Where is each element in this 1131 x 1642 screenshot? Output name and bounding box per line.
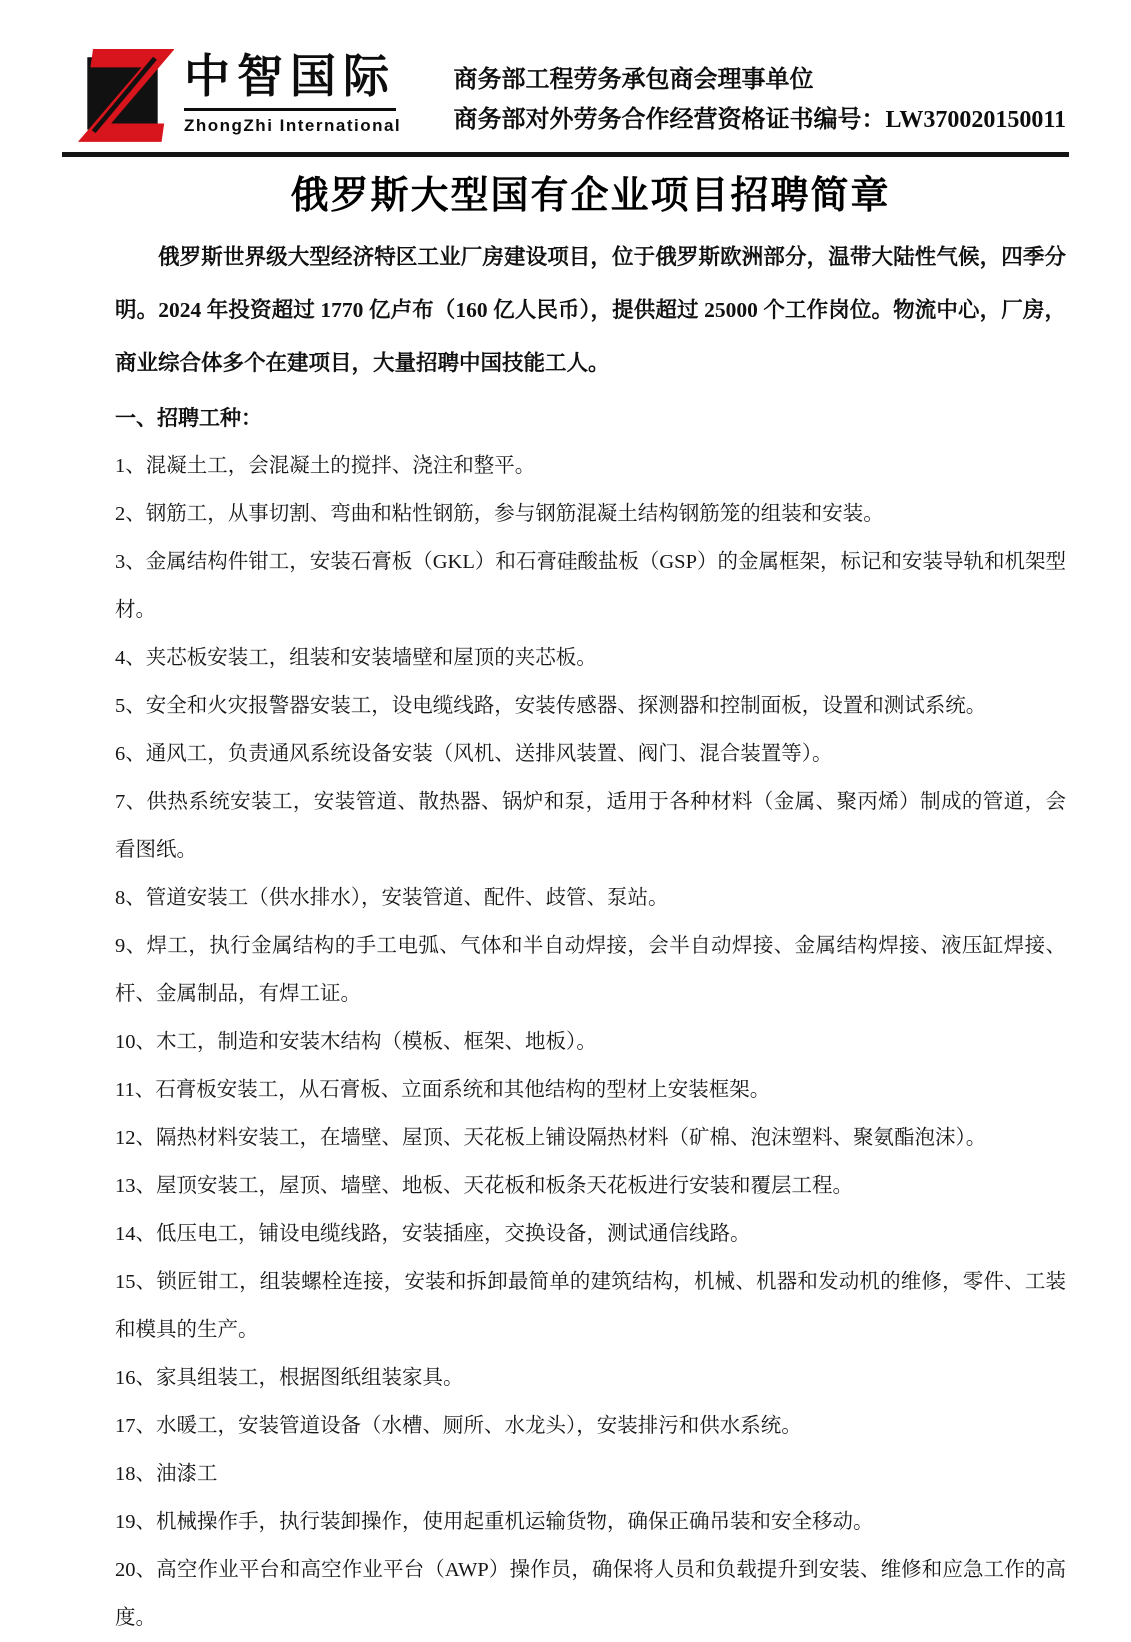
list-item: 13、屋顶安装工，屋顶、墙壁、地板、天花板和板条天花板进行安装和覆层工程。 (115, 1175, 853, 1197)
page-title: 俄罗斯大型国有企业项目招聘简章 (290, 175, 891, 217)
list-item: 8、管道安装工（供水排水），安装管道、配件、歧管、泵站。 (115, 887, 669, 909)
section-heading-job-types: 一、招聘工种： (115, 406, 262, 430)
logo-name-cn: 中智国际 (184, 50, 396, 102)
list-item: 19、机械操作手，执行装卸操作，使用起重机运输货物，确保正确吊装和安全移动。 (115, 1511, 874, 1533)
list-item: 5、安全和火灾报警器安装工，设电缆线路，安装传感器、探测器和控制面板，设置和测试系统。 (115, 695, 987, 717)
document-body (115, 231, 1066, 1642)
logo-divider-rule (184, 108, 396, 111)
header-divider-line (62, 152, 1069, 157)
list-item: 2、钢筋工，从事切割、弯曲和粘性钢筋，参与钢筋混凝土结构钢筋笼的组装和安装。 (115, 503, 884, 525)
intro-paragraph: 俄罗斯世界级大型经济特区工业厂房建设项目，位于俄罗斯欧洲部分，温带大陆性气候，四季分明。2024 年投资超过 1770 亿卢布（160 亿人民币），提供超过 25000 个工作岗位。物流中心，厂房，商业综合体多个在建项目，大量招聘中国技能工人。 (115, 245, 1066, 375)
list-item: 1、混凝土工，会混凝土的搅拌、浇注和整平。 (115, 455, 536, 477)
logo-name-en: ZhongZhi International (184, 116, 402, 135)
list-item: 10、木工，制造和安装木结构（模板、框架、地板）。 (115, 1031, 597, 1053)
list-item: 7、供热系统安装工，安装管道、散热器、锅炉和泵，适用于各种材料（金属、聚丙烯）制成的管道，会看图纸。 (115, 791, 1066, 861)
list-item: 4、夹芯板安装工，组装和安装墙壁和屋顶的夹芯板。 (115, 647, 597, 669)
list-item: 16、家具组装工，根据图纸组装家具。 (115, 1367, 464, 1389)
letterhead (0, 0, 1131, 148)
list-item: 3、金属结构件钳工，安装石膏板（GKL）和石膏硅酸盐板（GSP）的金属框架，标记和安装导轨和机架型材。 (115, 551, 1066, 621)
list-item: 20、高空作业平台和高空作业平台（AWP）操作员，确保将人员和负载提升到安装、维修和应急工作的高度。 (115, 1559, 1066, 1629)
company-logo (72, 46, 401, 148)
cert-line-2: 商务部对外劳务合作经营资格证书编号：LW370020150011 (453, 107, 1066, 133)
logo-text (184, 46, 401, 136)
list-item: 14、低压电工，铺设电缆线路，安装插座，交换设备，测试通信线路。 (115, 1223, 751, 1245)
cert-line-1: 商务部工程劳务承包商会理事单位 (453, 67, 814, 93)
list-item: 12、隔热材料安装工，在墙壁、屋顶、天花板上铺设隔热材料（矿棉、泡沫塑料、聚氨酯泡沫）。 (115, 1127, 987, 1149)
job-list (115, 442, 1066, 1642)
list-item: 18、油漆工 (115, 1463, 218, 1485)
logo-z-icon (72, 46, 174, 148)
list-item: 17、水暖工，安装管道设备（水槽、厕所、水龙头），安装排污和供水系统。 (115, 1415, 802, 1437)
list-item: 15、锁匠钳工，组装螺栓连接，安装和拆卸最简单的建筑结构，机械、机器和发动机的维修，零件、工装和模具的生产。 (115, 1271, 1066, 1341)
list-item: 9、焊工，执行金属结构的手工电弧、气体和半自动焊接，会半自动焊接、金属结构焊接、液压缸焊接、杆、金属制品，有焊工证。 (115, 935, 1066, 1005)
certification-block (454, 46, 1066, 140)
list-item: 11、石膏板安装工，从石膏板、立面系统和其他结构的型材上安装框架。 (115, 1079, 771, 1101)
list-item: 6、通风工，负责通风系统设备安装（风机、送排风装置、阀门、混合装置等）。 (115, 743, 833, 765)
